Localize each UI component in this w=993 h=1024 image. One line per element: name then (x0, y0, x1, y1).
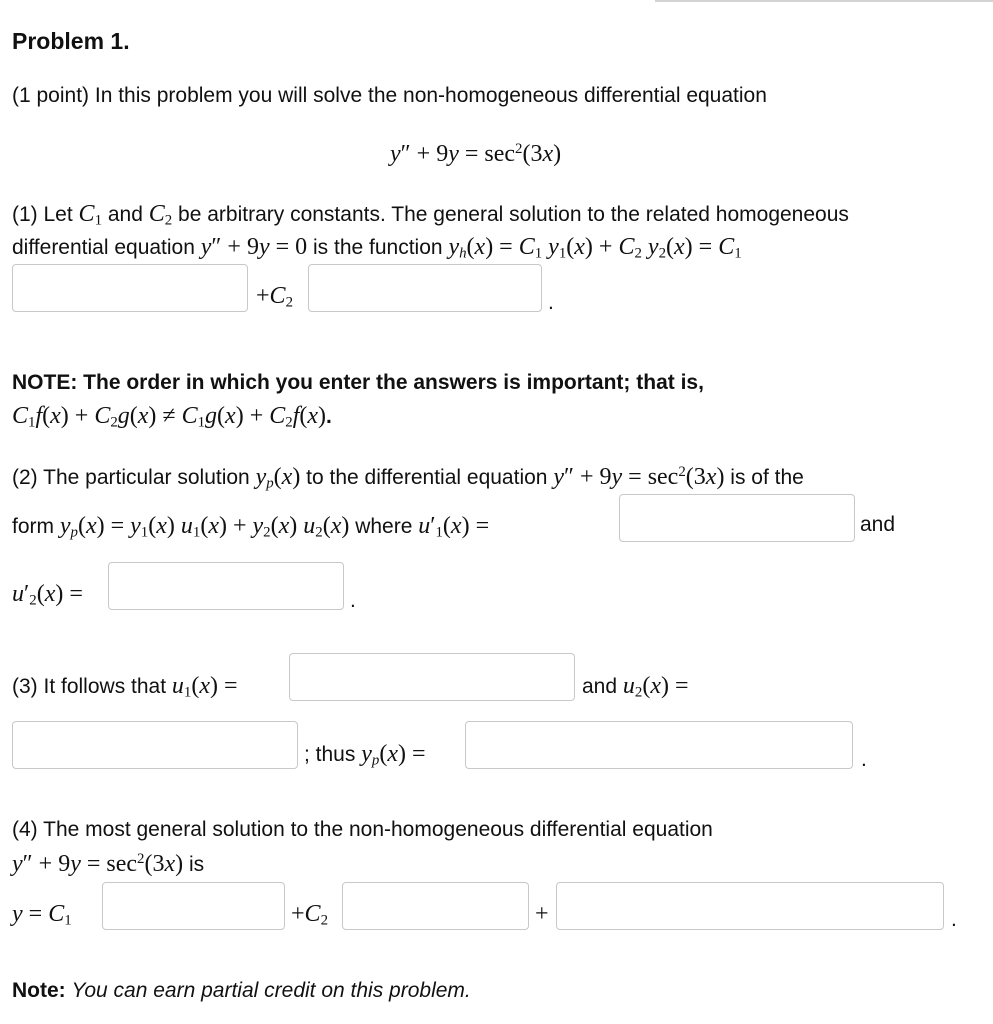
part1-line2: differential equation y″ + 9y = 0 is the function $y_h(x) = C_1$ $y_1(x) + C_2$ $y_2(x) = C_1$ (12, 234, 742, 262)
partial-credit-note: Note: You can earn partial credit on this problem. (12, 979, 471, 1002)
problem-title: Problem 1. (12, 28, 130, 54)
part4-plus: + (535, 901, 549, 927)
u2-input[interactable] (12, 721, 298, 769)
part2-period: . (350, 589, 356, 612)
top-divider (655, 0, 993, 2)
yp-input[interactable] (465, 721, 853, 769)
part3-thus: ; thus $y_p(x)$ = (304, 741, 426, 769)
intro-text: (1 point) In this problem you will solve the non-homogeneous differential equation (12, 84, 767, 107)
part3-period: . (861, 748, 867, 771)
part4-line2: $y'' + 9y = \sec^2(3x)$ is (12, 850, 205, 877)
part1-period: . (548, 291, 554, 314)
y1-input[interactable] (12, 264, 248, 312)
part2-line1: (2) The particular solution $y_p(x)$ to the differential equation $y'' + 9y = \sec^2(3x)$ is of the (12, 463, 804, 492)
u2-prime-label: $u'_2(x)$ = (12, 581, 83, 609)
note-order-math: $C_1f(x) + C_2g(x) \ne C_1g(x) + C_2f(x)$. (12, 403, 332, 431)
part3-line1: (3) It follows that $u_1(x)$ = (12, 673, 238, 701)
part4-y-equals-c1: $y = C_1$ (12, 901, 72, 929)
part2-line2: form $y_p(x) = y_1(x) u_1(x) + y_2(x)$ $u_2(x)$ where $u'_1(x)$ = (12, 513, 490, 541)
part4-period: . (951, 908, 957, 931)
note-order-text: NOTE: The order in which you enter the answers is important; that is, (12, 371, 704, 394)
general-solution-term2-input[interactable] (342, 882, 529, 930)
general-solution-term3-input[interactable] (556, 882, 944, 930)
plus-c2-label: $+C_2$ (256, 283, 293, 311)
part4-plus-c2: $+C_2$ (291, 901, 328, 929)
main-equation: $y'' + 9y = \sec^2(3x)$ (390, 140, 562, 167)
u1-prime-input[interactable] (619, 494, 855, 542)
part3-and: and $u_2(x)$ = (582, 673, 689, 701)
general-solution-term1-input[interactable] (102, 882, 285, 930)
part1-line1: (1) Let $C_1$ and $C_2$ be arbitrary constants. The general solution to the related homogeneous (12, 201, 849, 229)
part4-line1: (4) The most general solution to the non-homogeneous differential equation (12, 818, 713, 841)
u1-input[interactable] (289, 653, 575, 701)
u2-prime-input[interactable] (108, 562, 344, 610)
y2-input[interactable] (308, 264, 542, 312)
part2-and-label: and (860, 513, 896, 536)
